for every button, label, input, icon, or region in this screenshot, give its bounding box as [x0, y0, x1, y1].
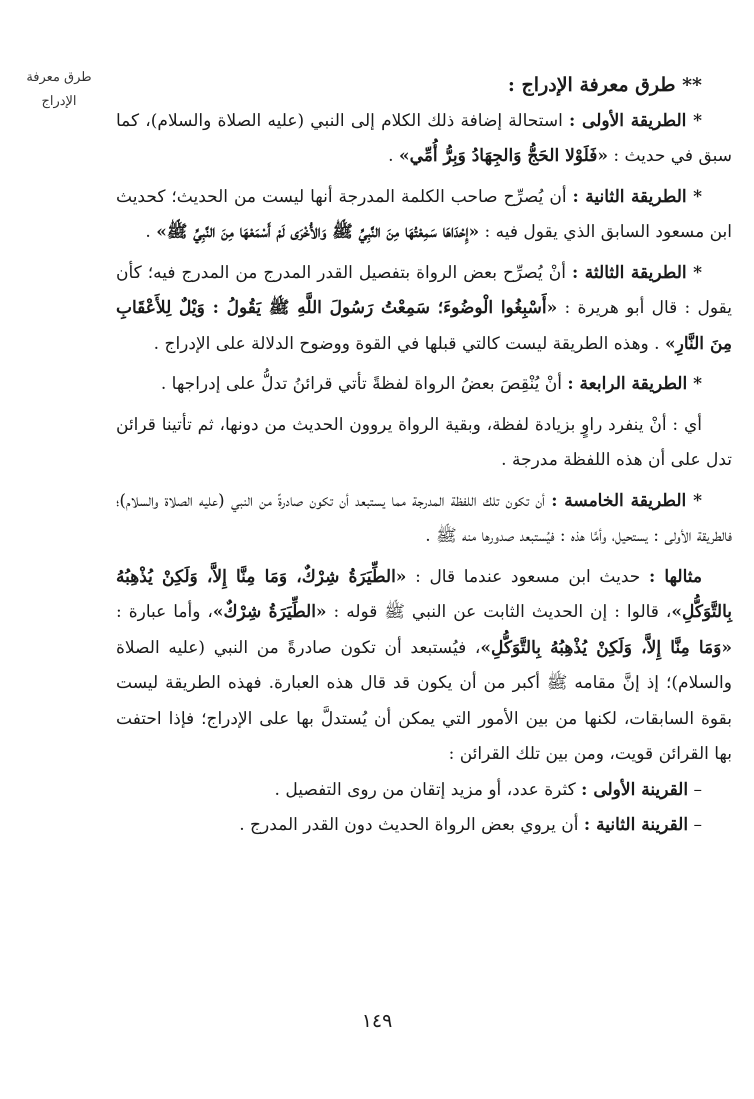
indicator-2-label: القرينة الثانية :	[583, 815, 689, 835]
list-item-indicator-1	[116, 773, 732, 809]
method-2-quote: «إِحْدَاهَا سَمِعْتُهَا مِنَ النَّبِيِّ ﷺ وَالأُخْرَى لَمْ أَسْمَعْهَا مِنَ النَّبِيِّ ﷺ»	[156, 222, 480, 242]
example-quote-1: «الطِّيَرَةُ شِرْكٌ، وَمَا مِنَّا إِلاَّ، وَلَكِنْ يُذْهِبُهُ بِالتَّوَكُّلِ»	[116, 566, 732, 622]
example-text-1: حديث ابن مسعود عندما قال :	[406, 566, 649, 587]
example-quote-3: «وَمَا مِنَّا إِلاَّ، وَلَكِنْ يُذْهِبُهُ بِالتَّوَكُّلِ»	[480, 637, 733, 658]
page-body	[116, 68, 732, 844]
method-4-text: أنْ يُنْقِصَ بعضُ الرواة لفظةً تأتي قرائنُ تدلُّ على إدراجها .	[160, 374, 568, 394]
paragraph-method-3	[116, 256, 732, 363]
example-text-4: ، فيُستبعد أن تكون صادرةً من النبي (عليه الصلاة والسلام)؛ إذ إنَّ مقامه ﷺ أكبر من أن يكون قد قال هذه العبارة. فهذه الطريقة ليست بقوة السابقات، لكنها من بين الأمور التي يمكن أن يُستدلَّ بها على الإدراج؛ فإذا احتفت بها القرائن قويت، ومن بين تلك القرائن :	[116, 637, 732, 764]
example-quote-2: «الطِّيَرَةُ شِرْكٌ»	[212, 602, 327, 622]
indicator-2-text: أن يروي بعض الرواة الحديث دون القدر المدرج .	[239, 815, 584, 835]
method-5-label: * الطريقة الخامسة :	[551, 490, 702, 511]
method-5-text: أن تكون تلك اللفظة المدرجة مما يستبعد أن تكون صادرةً من النبي (عليه الصلاة والسلام)؛ فالطريقة الأولى : يستحيل، وأمَّا هذه : فيُستبعد صدورها منه ﷺ .	[116, 490, 732, 546]
method-3-label: * الطريقة الثالثة :	[571, 262, 702, 283]
method-1-text: استحالة إضافة ذلك الكلام إلى النبي (عليه الصلاة والسلام)، كما سبق في حديث :	[116, 110, 732, 166]
indicator-1-label: القرينة الأولى :	[581, 779, 689, 800]
margin-note: طرق معرفة الإدراج	[26, 70, 92, 109]
list-dash: –	[688, 779, 702, 800]
paragraph-method-2	[116, 180, 732, 251]
paragraph-method-5	[116, 484, 732, 555]
example-label: مثالها :	[648, 566, 702, 587]
paragraph-method-4	[116, 367, 732, 403]
method-4-label: * الطريقة الرابعة :	[567, 374, 702, 394]
list-item-indicator-2	[116, 808, 732, 844]
method-2-label: * الطريقة الثانية :	[572, 186, 702, 207]
paragraph-explanation: أي : أنْ ينفرد راوٍ بزيادة لفظة، وبقية الرواة يروون الحديث من دونها، ثم تأتينا قرائن تدل على أن هذه اللفظة مدرجة .	[116, 414, 732, 470]
list-dash: –	[688, 815, 702, 835]
indicator-1-text: كثرة عدد، أو مزيد إتقان من روى التفصيل .	[274, 779, 582, 800]
method-2-end: .	[145, 222, 157, 242]
paragraph-method-1	[116, 104, 732, 175]
method-1-label: * الطريقة الأولى :	[569, 110, 702, 131]
section-heading: ** طرق معرفة الإدراج :	[507, 74, 702, 96]
method-2-text: أن يُصرِّح صاحب الكلمة المدرجة أنها ليست من الحديث؛ كحديث ابن مسعود السابق الذي يقول فيه :	[116, 186, 732, 242]
page-number: ١٤٩	[361, 1010, 393, 1032]
method-3-quote: «أَسْبِغُوا الْوضُوءَ؛ سَمِعْتُ رَسُولَ اللَّهِ ﷺ يَقُولُ : وَيْلٌ لِلأَعْقَابِ مِنَ النَّارِ»	[116, 298, 732, 354]
example-text-2: ، قالوا : إن الحديث الثابت عن النبي ﷺ قوله :	[326, 602, 672, 622]
example-text-3: ، وأما عبارة :	[116, 602, 213, 622]
paragraph-example	[116, 560, 732, 773]
method-1-quote: «فَلَوْلا الحَجُّ وَالجِهَادُ وَبِرُّ أُمِّي»	[398, 146, 608, 166]
method-3-text: أنْ يُصرِّح بعض الرواة بتفصيل القدر المدرج من المدرج فيه؛ كأن يقول : قال أبو هريرة :	[116, 262, 732, 318]
method-1-end: .	[388, 146, 399, 166]
method-3-text-2: . وهذه الطريقة ليست كالتي قبلها في القوة ووضوح الدلالة على الإدراج .	[153, 333, 665, 354]
